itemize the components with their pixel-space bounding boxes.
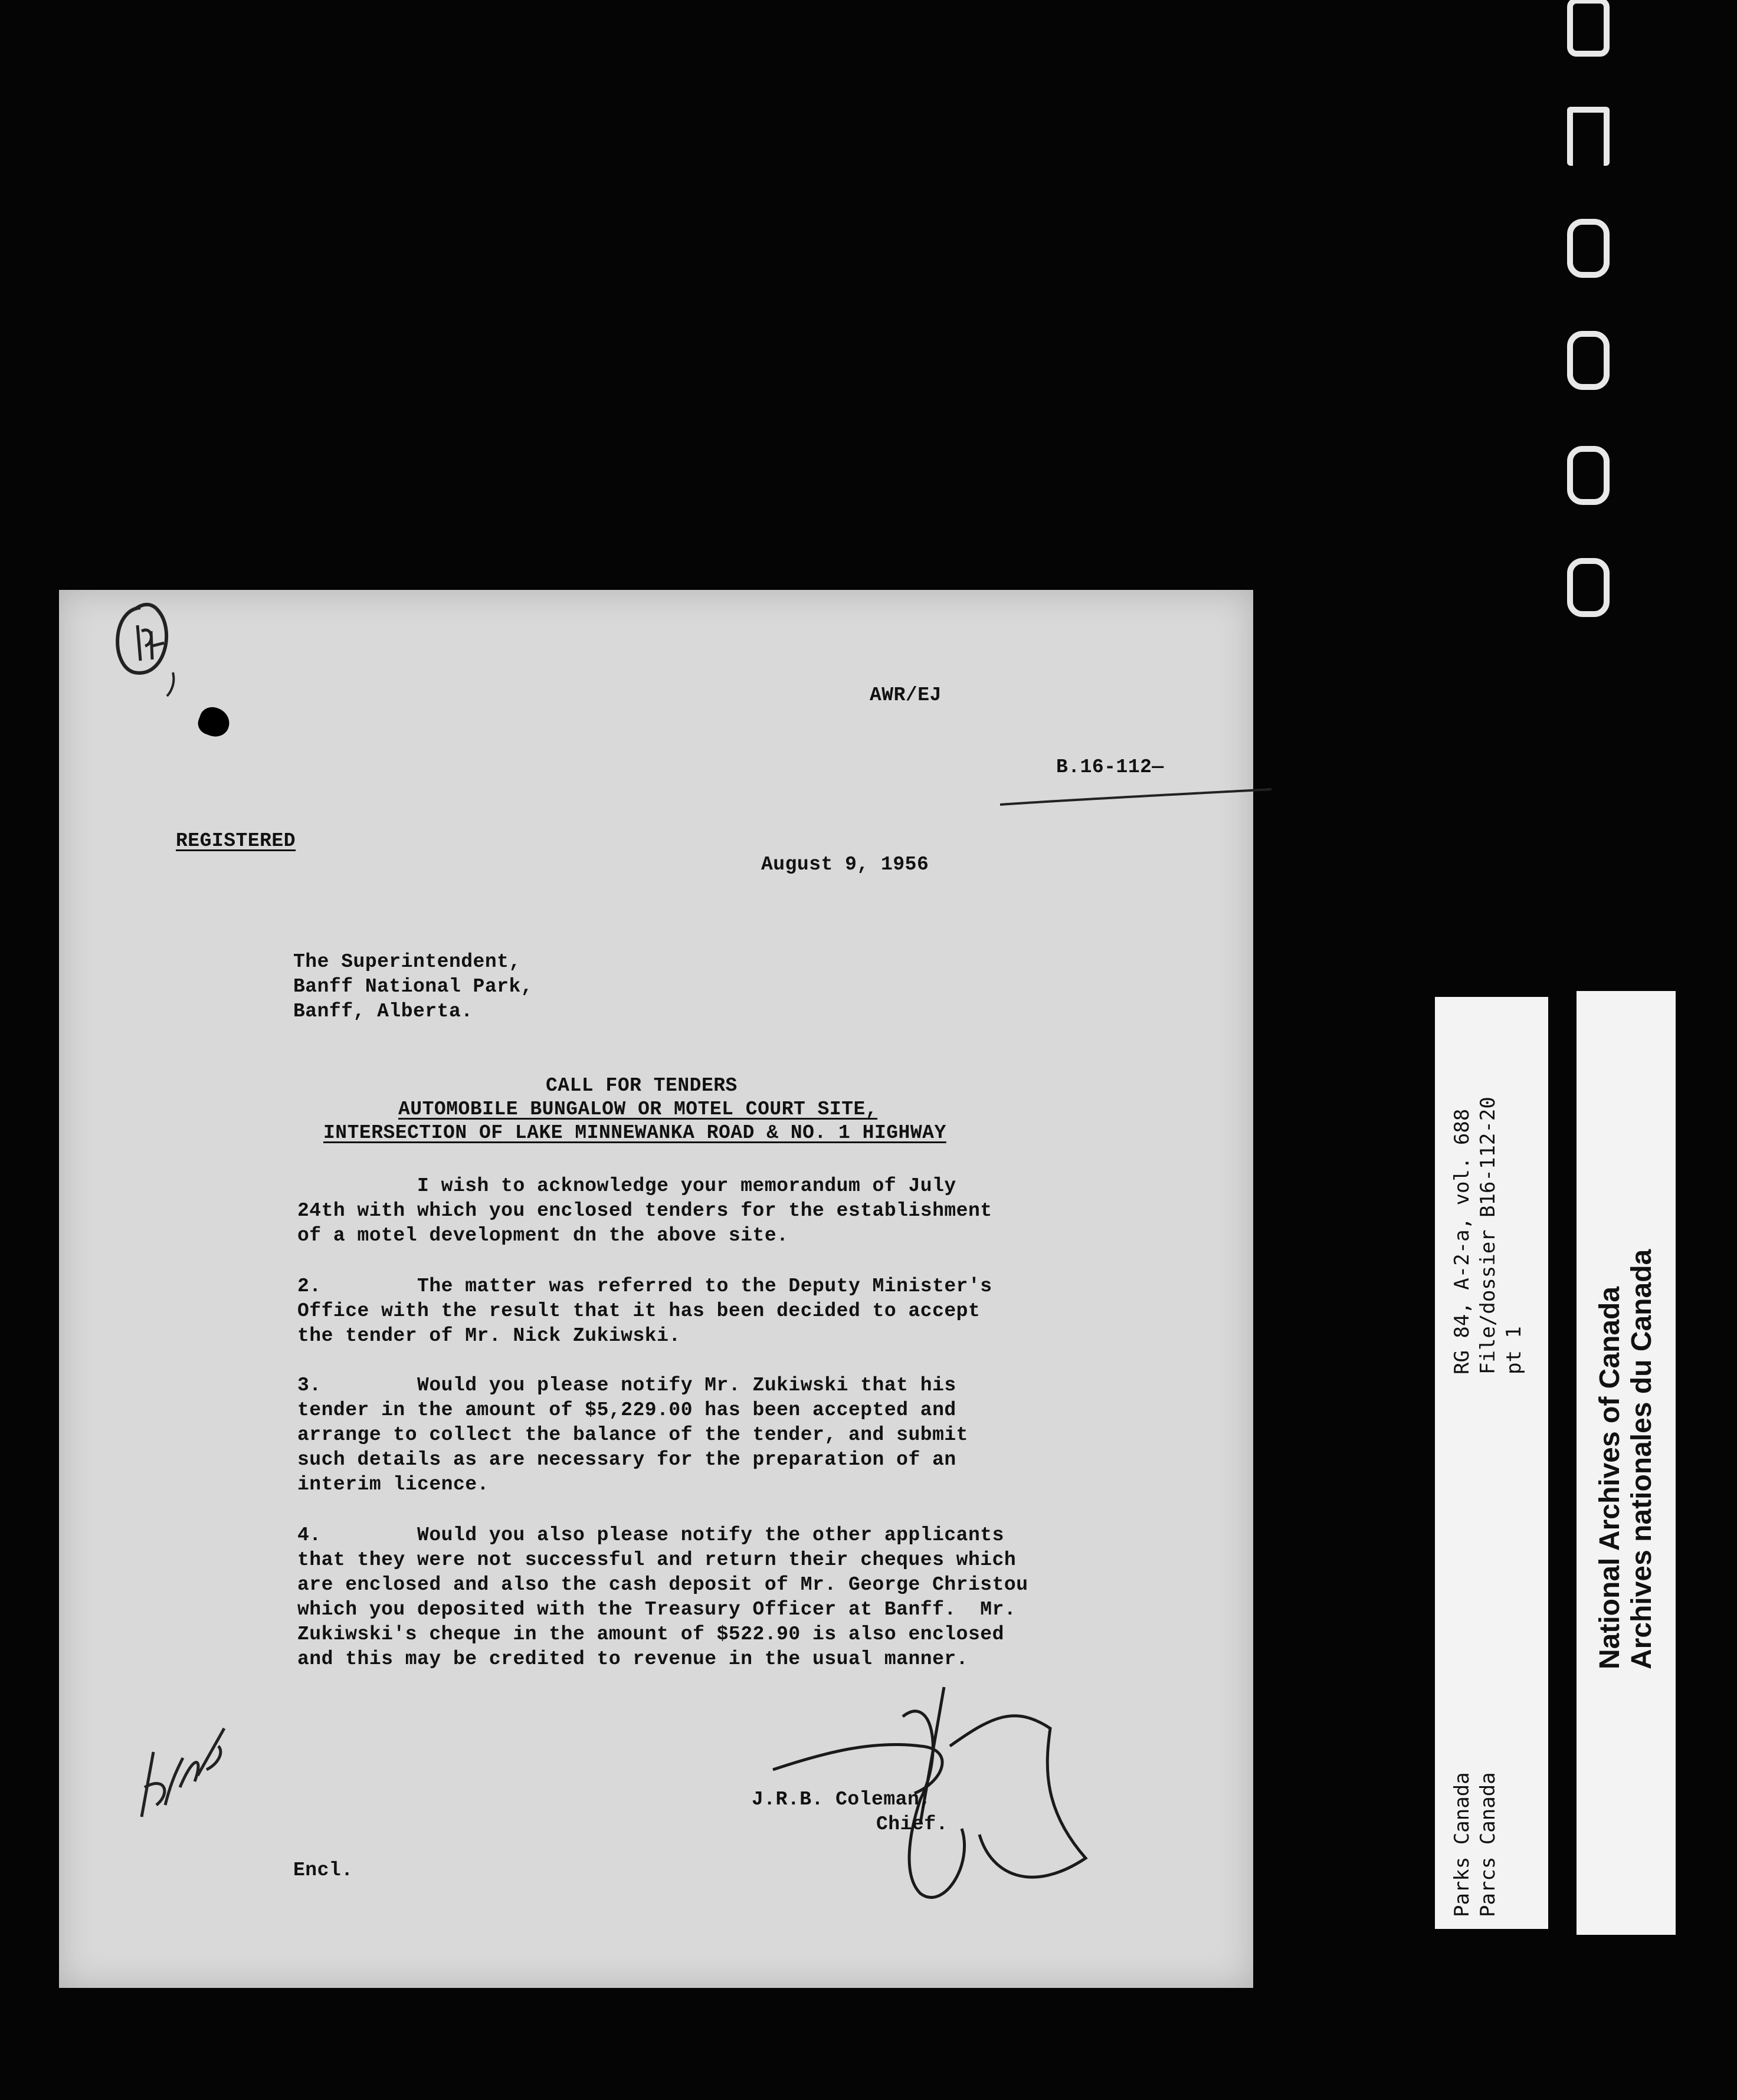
film-frame-number [1553,0,1630,613]
frame-digit [1567,107,1610,166]
frame-digit [1567,0,1610,57]
body-paragraph-3: 3. Would you please notify Mr. Zukiwski that his tender in the amount of $5,229.00 has been accepted and arrange to collect the balance of the tender, and submit such details as are necessary for the preparation of an interim licence. [297,1374,968,1495]
archive-reference-strip [1435,997,1548,1929]
frame-digit [1567,558,1610,617]
subject-line: CALL FOR TENDERS [546,1075,738,1097]
enclosure-note: Encl. [293,1859,353,1881]
recipient-line: The Superintendent, [293,951,521,973]
recipient-line: Banff, Alberta. [293,1000,473,1022]
recipient-line: Banff National Park, [293,976,533,998]
handwritten-margin-initials [130,1717,236,1823]
file-reference-underline [997,785,1274,808]
archive-institution-strip [1577,991,1676,1935]
letter-date: August 9, 1956 [761,854,929,875]
body-paragraph-4: 4. Would you also please notify the other applicants that they were not successful and return their cheques which are enclosed and also the cash deposit of Mr. George Christou which you deposited with the Treasury Officer at Banff. Mr. Zukiwski's cheque in the amount of $522.90 is also enclosed and this may be credited to revenue in the usual manner. [297,1524,1028,1670]
frame-digit [1567,446,1610,505]
archive-reference: RG 84, A-2-a, vol. 688 File/dossier B16-112-20 pt 1 [1450,1097,1526,1374]
archive-institution: National Archives of Canada Archives nationales du Canada [1594,1249,1657,1669]
signatory-title: Chief. [876,1813,948,1835]
body-paragraph-1: I wish to acknowledge your memorandum of July 24th with which you enclosed tenders for the establishment of a motel development dn the above site. [297,1175,992,1246]
typist-initials: AWR/EJ [870,684,942,706]
archive-department: Parks Canada Parcs Canada [1450,1772,1500,1917]
subject-line: AUTOMOBILE BUNGALOW OR MOTEL COURT SITE, [398,1098,878,1120]
frame-digit [1567,219,1610,278]
frame-digit [1567,331,1610,390]
registered-mark: REGISTERED [176,830,296,852]
signatory-name: J.R.B. Coleman, [752,1789,932,1810]
file-reference: B.16-112— [1056,756,1164,778]
punch-hole [195,704,233,741]
letter-page [59,590,1253,1988]
subject-line: INTERSECTION OF LAKE MINNEWANKA ROAD & NO. 1 HIGHWAY [323,1122,946,1144]
body-paragraph-2: 2. The matter was referred to the Deputy Minister's Office with the result that it has been decided to accept the tender of Mr. Nick Zukiwski. [297,1275,992,1347]
handwritten-circle-mark [99,596,199,702]
